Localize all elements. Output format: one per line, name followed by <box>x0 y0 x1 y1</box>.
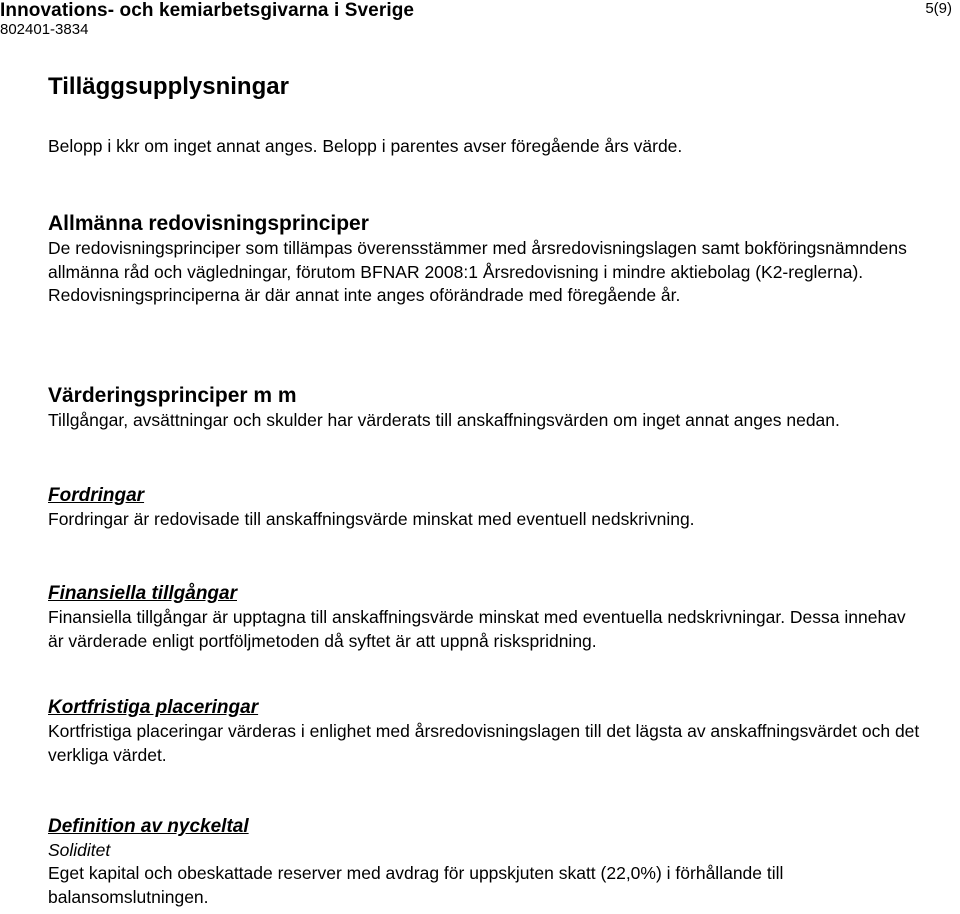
section-heading: Definition av nyckeltal <box>48 816 249 837</box>
section-financial-assets <box>48 582 920 653</box>
section-valuation-principles <box>48 383 920 433</box>
section-key-ratios <box>48 815 920 909</box>
section-heading: Fordringar <box>48 485 145 506</box>
section-body: Tillgångar, avsättningar och skulder har värderats till anskaffningsvärden om inget annat anges nedan. <box>48 410 840 430</box>
section-heading: Kortfristiga placeringar <box>48 697 259 718</box>
section-heading: Värderingsprinciper m m <box>48 384 297 407</box>
section-body: Fordringar är redovisade till anskaffningsvärde minskat med eventuell nedskrivning. <box>48 509 695 529</box>
section-subheading: Soliditet <box>48 840 111 860</box>
section-body: Finansiella tillgångar är upptagna till anskaffningsvärde minskat med eventuella nedskrivningar. Dessa innehav är värderade enligt portföljmetoden då syftet är att uppnå riskspridning. <box>48 607 906 651</box>
org-number: 802401-3834 <box>0 21 89 38</box>
section-heading: Finansiella tillgångar <box>48 583 237 604</box>
section-accounting-principles <box>48 211 920 308</box>
section-receivables <box>48 484 920 532</box>
company-name: Innovations- och kemiarbetsgivarna i Sverige <box>0 0 415 21</box>
section-body: Eget kapital och obeskattade reserver med avdrag för uppskjuten skatt (22,0%) i förhållande till balansomslutningen. <box>48 863 784 907</box>
section-body: Kortfristiga placeringar värderas i enlighet med årsredovisningslagen till det lägsta av anskaffningsvärdet och det verkliga värdet. <box>48 721 920 765</box>
intro-text: Belopp i kkr om inget annat anges. Belopp i parentes avser föregående års värde. <box>48 136 683 156</box>
section-body: De redovisningsprinciper som tillämpas överensstämmer med årsredovisningslagen samt bokföringsnämndens allmänna råd och vägledningar, förutom BFNAR 2008:1 Årsredovisning i mindre aktiebolag (K2-reglerna). Redovisningsprinciperna är där annat inte anges oförändrade med föregående år. <box>48 238 907 305</box>
section-heading: Allmänna redovisningsprinciper <box>48 212 369 235</box>
page-number: 5(9) <box>925 0 952 17</box>
page-title: Tilläggsupplysningar <box>48 73 289 100</box>
section-short-term-investments <box>48 696 920 767</box>
